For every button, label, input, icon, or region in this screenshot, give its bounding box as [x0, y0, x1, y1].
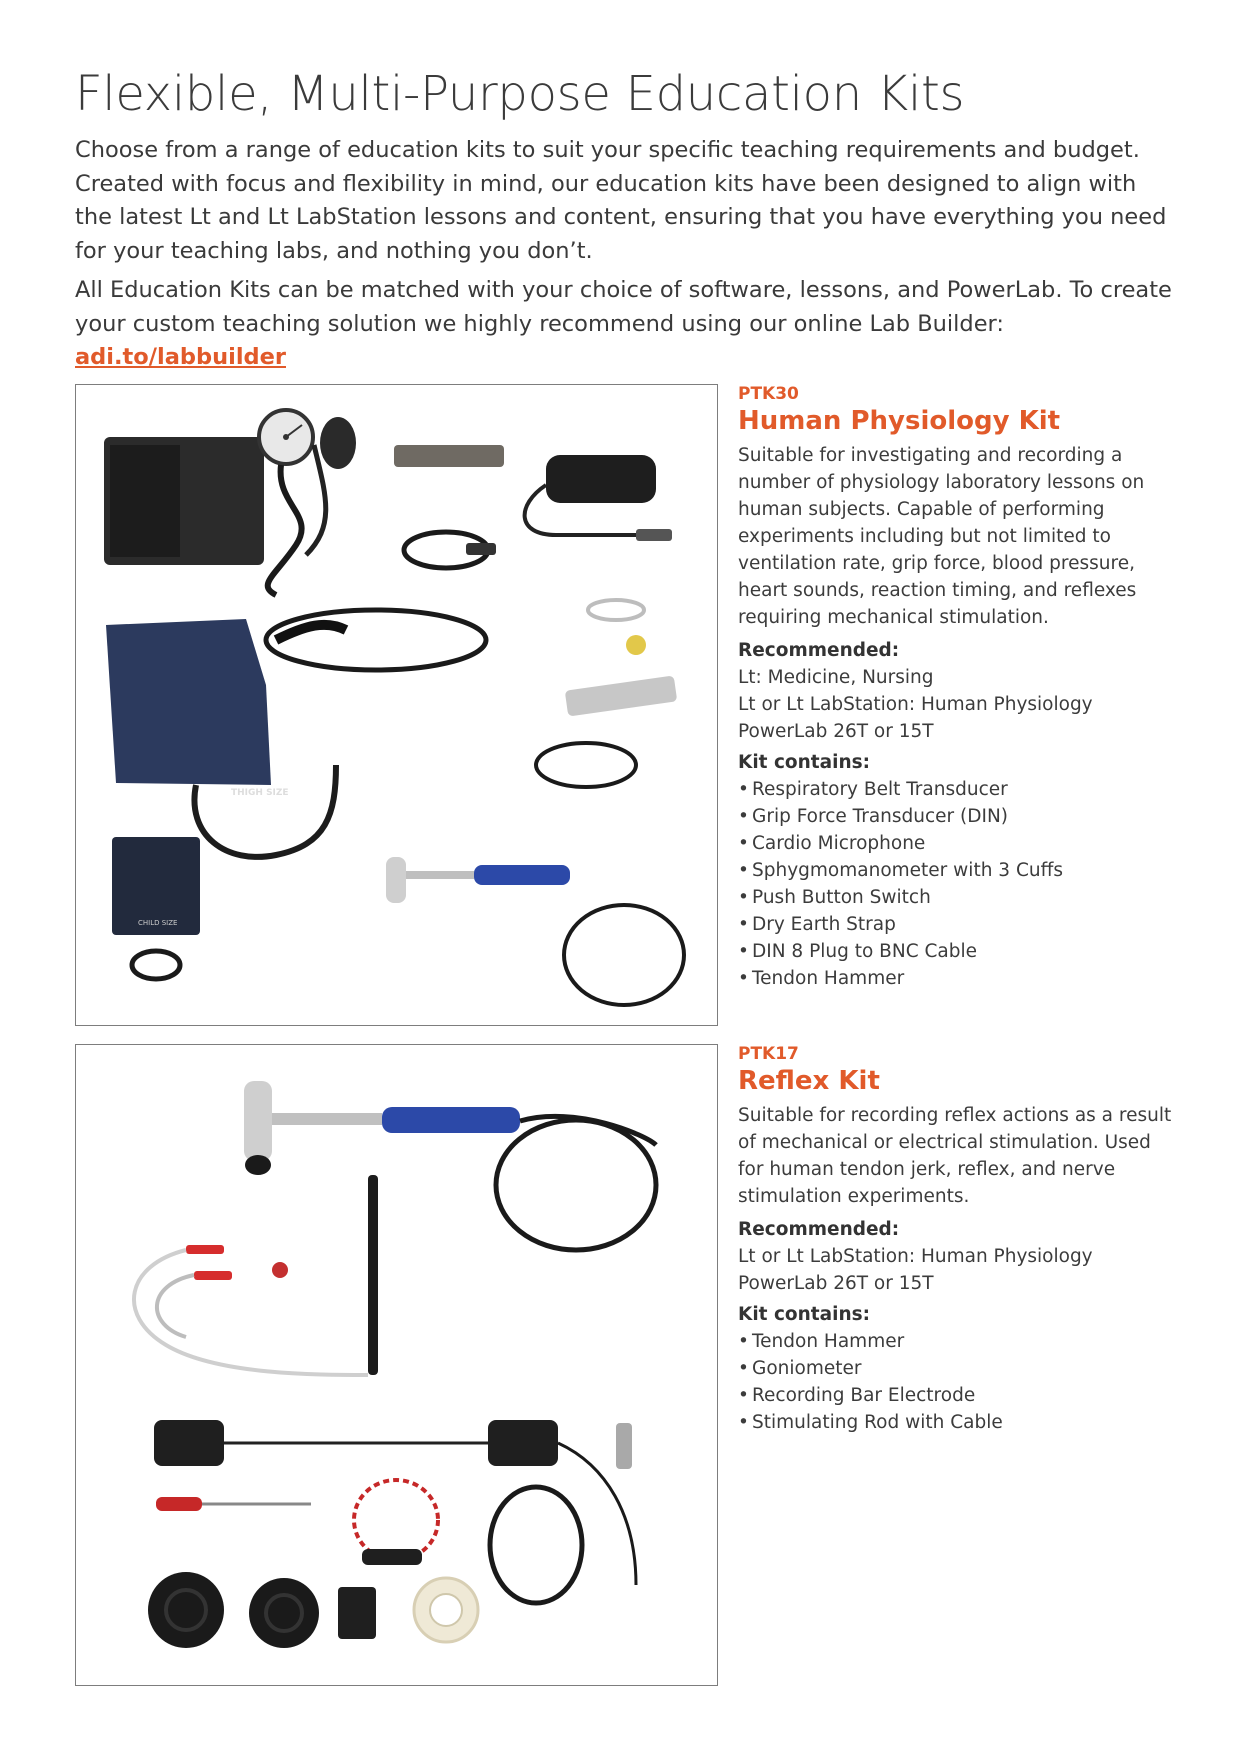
page-title: Flexible, Multi-Purpose Education Kits: [75, 66, 965, 122]
tendon-hammer-handle: [474, 865, 570, 885]
goniometer: [368, 1175, 378, 1375]
recording-bar-electrode-cable: [134, 1250, 368, 1375]
recommended-item: Lt or Lt LabStation: Human Physiology: [738, 694, 1093, 715]
kit-description: Suitable for investigating and recording a number of physiology laboratory lessons on human subjects. Capable of performing experiments including but not limited to ventilation rate, grip force, blood pressure, heart sounds, reaction timing, and reflexes requiring mechanical stimulation.: [738, 445, 1145, 628]
list-item: • DIN 8 Plug to BNC Cable: [738, 938, 1178, 965]
stimulator-box-left: [154, 1420, 224, 1466]
reflex-kit-illustration: [76, 1045, 717, 1685]
contains-heading: Kit contains:: [738, 752, 871, 773]
stimulating-rod-cable: [354, 1480, 438, 1560]
adult-cuff-velcro: [110, 445, 180, 557]
intro-text: [75, 134, 1175, 381]
reflex-kit-photo: [75, 1044, 718, 1686]
tendon-hammer-head: [244, 1081, 272, 1161]
velcro-strap-1: [148, 1572, 224, 1648]
cardio-microphone: [626, 635, 646, 655]
kit-description: Suitable for recording reflex actions as a result of mechanical or electrical stimulation. Used for human tendon jerk, reflex, and nerve stimulation experiments.: [738, 1105, 1172, 1207]
child-size-label: CHILD SIZE: [138, 919, 178, 927]
kit-ptk17: [738, 1044, 1178, 1436]
list-item: • Dry Earth Strap: [738, 911, 1178, 938]
kit-ptk30: [738, 384, 1178, 992]
list-item: • Cardio Microphone: [738, 830, 1178, 857]
recommended-heading: Recommended:: [738, 1219, 900, 1240]
list-item: • Stimulating Rod with Cable: [738, 1409, 1178, 1436]
recommended-item: PowerLab 26T or 15T: [738, 1273, 934, 1294]
list-item: • Recording Bar Electrode: [738, 1382, 1178, 1409]
recommended-item: PowerLab 26T or 15T: [738, 721, 934, 742]
list-item: • Tendon Hammer: [738, 1328, 1178, 1355]
list-item: • Goniometer: [738, 1355, 1178, 1382]
screwdriver-handle: [156, 1497, 202, 1511]
list-item: • Tendon Hammer: [738, 965, 1178, 992]
contains-heading: Kit contains:: [738, 1304, 871, 1325]
contents-list: [738, 776, 1178, 992]
kit-name: Reflex Kit: [738, 1066, 880, 1096]
velcro-strap-2: [249, 1578, 319, 1648]
clip: [338, 1587, 376, 1639]
human-physiology-kit-illustration: [76, 385, 717, 1025]
cardio-microphone-cable: [588, 600, 644, 620]
intro-paragraph-1: Choose from a range of education kits to suit your specific teaching requirements and budget. Created with focus and flexibility in mind, our education kits have been designed to align with the latest Lt and Lt LabStation lessons and content, ensuring that you have everything you need for your teaching labs, and nothing you don’t.: [75, 137, 1167, 264]
list-item: • Sphygmomanometer with 3 Cuffs: [738, 857, 1178, 884]
inflation-bulb: [320, 417, 356, 469]
respiratory-belt: [546, 455, 656, 503]
kit-code: PTK30: [738, 384, 799, 404]
intro-paragraph-2-text: All Education Kits can be matched with your choice of software, lessons, and PowerLab. To create your custom teaching solution we highly recommend using our online Lab Builder:: [75, 277, 1172, 337]
thigh-size-label: THIGH SIZE: [231, 788, 289, 798]
recommended-item: Lt: Medicine, Nursing: [738, 667, 934, 688]
thigh-cuff: [106, 619, 271, 785]
contents-list: [738, 1328, 1178, 1436]
human-physiology-kit-photo: [75, 384, 718, 1026]
kit-name: Human Physiology Kit: [738, 406, 1061, 436]
lab-builder-link[interactable]: adi.to/labbuilder: [75, 344, 286, 370]
recommended-heading: Recommended:: [738, 640, 900, 661]
stimulator-box-right: [488, 1420, 558, 1466]
tendon-hammer-handle: [382, 1107, 520, 1133]
kit-code: PTK17: [738, 1044, 799, 1064]
intro-paragraph-2: [75, 274, 1175, 375]
push-button-switch: [565, 675, 678, 716]
grip-force-cable: [266, 610, 486, 670]
recommended-item: Lt or Lt LabStation: Human Physiology: [738, 1246, 1093, 1267]
list-item: • Respiratory Belt Transducer: [738, 776, 1178, 803]
list-item: • Push Button Switch: [738, 884, 1178, 911]
dry-earth-strap: [394, 445, 504, 467]
list-item: • Grip Force Transducer (DIN): [738, 803, 1178, 830]
tendon-hammer-head: [386, 857, 406, 903]
